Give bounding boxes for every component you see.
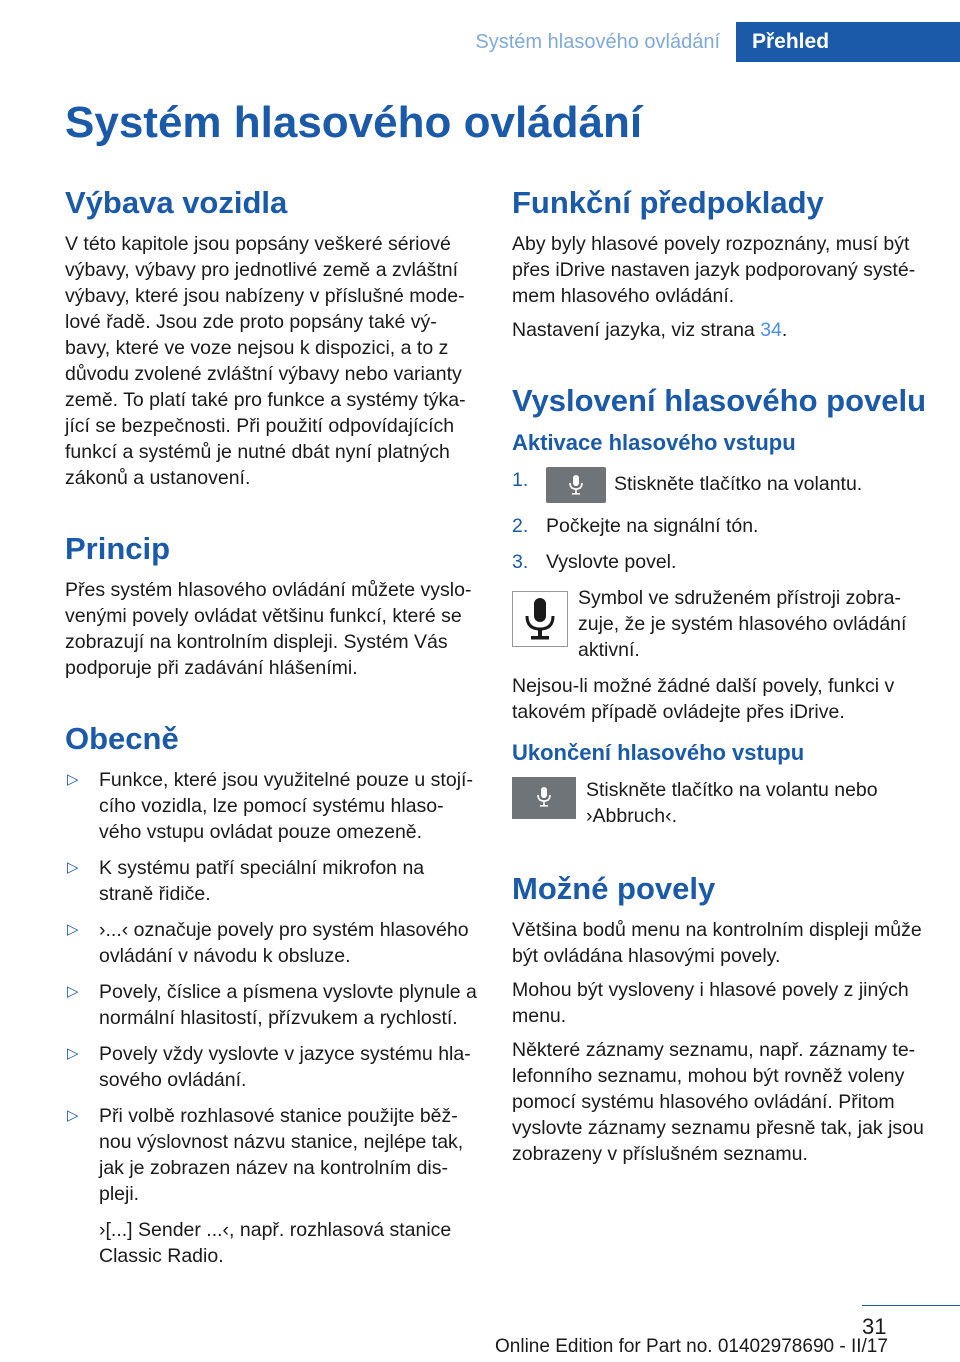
microphone-icon: [569, 475, 583, 495]
mozne-p1: Většina bodů menu na kontrolním displeji může být ovládána hlasovými povely.: [512, 919, 922, 967]
mozne-p3: Některé záznamy seznamu, např. záznamy te‐lefonního seznamu, mohou být rovněž voleny pomocí systému hlasového ovládání. Přitom vyslovte záznamy seznamu přesně tak, jak jsou zobrazeny v příslušném seznamu.: [512, 1039, 924, 1165]
triangle-bullet-icon: ▷: [67, 859, 79, 876]
left-column: [65, 185, 480, 1279]
edition-note: Online Edition for Part no. 01402978690 - II/17: [495, 1336, 888, 1357]
princip-text: Přes systém hlasového ovládání můžete vyslo‐venými povely ovládat většinu funkcí, které se zobrazují na kontrolním displeji. Systém Vás podporuje při zadávání hlášeními.: [65, 579, 472, 679]
steps-list: [512, 467, 932, 575]
triangle-bullet-icon: ▷: [67, 1107, 79, 1124]
predpoklady-text: Aby byly hlasové povely rozpoznány, musí být přes iDrive nastaven jazyk podporovaný systé‐mem hlasového ovládání.: [512, 233, 916, 307]
microphone-symbol: [512, 591, 568, 647]
right-column: [512, 185, 932, 1175]
triangle-bullet-icon: ▷: [67, 921, 79, 938]
list-item: ▷ ›...‹ označuje povely pro systém hlasového ovládání v návodu k obsluze.: [67, 919, 469, 967]
after-text: Nejsou-li možné žádné další povely, funkci v takovém případě ovládejte přes iDrive.: [512, 675, 895, 723]
triangle-bullet-icon: ▷: [67, 1045, 79, 1062]
page-number: 31: [862, 1314, 887, 1339]
list-item: ▷ Funkce, které jsou využitelné pouze u stojí‐cího vozidla, lze pomocí systému hlaso‐vého vstupu ovládat pouze omezeně.: [67, 769, 473, 843]
header-section-title: Systém hlasového ovládání: [475, 31, 720, 53]
heading-predpoklady: Funkční předpoklady: [512, 185, 824, 220]
heading-ukonceni: Ukončení hlasového vstupu: [512, 740, 805, 765]
list-item: ▷ Povely vždy vyslovte v jazyce systému hla‐sového ovládání.: [67, 1043, 471, 1091]
page-link[interactable]: 34: [760, 319, 782, 341]
list-item: ▷ K systému patří speciální mikrofon na straně řidiče.: [67, 857, 425, 905]
heading-aktivace: Aktivace hlasového vstupu: [512, 430, 796, 455]
step-item: 2. Počkejte na signální tón.: [512, 515, 759, 537]
header-tab: Přehled: [736, 22, 960, 62]
footer-rule: [862, 1305, 960, 1306]
microphone-icon: [537, 787, 551, 807]
predpoklady-ref: Nastavení jazyka, viz strana 34.: [512, 319, 788, 341]
triangle-bullet-icon: ▷: [67, 771, 79, 788]
heading-vysloveni: Vyslovení hlasového povelu: [512, 383, 927, 418]
list-item: ▷ Při volbě rozhlasové stanice použijte běž‐nou výslovnost názvu stanice, nejlépe tak, jak je zobrazen název na kontrolním dis‐pleji. ›[...] Sender ...‹, např. rozhlasová stanice Classic Radio.: [65, 1103, 480, 1269]
mozne-p2: Mohou být vysloveny i hlasové povely z jiných menu.: [512, 979, 909, 1027]
heading-princip: Princip: [65, 531, 171, 566]
vybava-text: V této kapitole jsou popsány veškeré sériové výbavy, výbavy pro jednotlivé země a zvláštní výbavy, které jsou nabízeny v příslušné mode‐lové řadě. Jsou zde proto popsány také vý‐bavy, které ve voze nejsou k dispozici, a to z důvodu zvolené zvláštní výbavy nebo varianty země. To platí také pro funkce a systémy týka‐jící se bezpečnosti. Při použití odpovídajících funkcí a systémů je nutné dbát nyní platných zákonů a ustanovení.: [65, 233, 466, 489]
heading-obecne: Obecně: [65, 721, 179, 756]
symbol-note: Symbol ve sdruženém přístroji zobra‐zuje, že je systém hlasového ovládání aktivní.: [512, 585, 932, 663]
voice-button-image: [512, 777, 576, 819]
step-item: 1. Stiskněte tlačítko na volantu.: [512, 467, 932, 503]
page-title: Systém hlasového ovládání: [65, 98, 643, 147]
voice-button-image: [546, 467, 606, 503]
list-item: ▷ Povely, číslice a písmena vyslovte plynule a normální hlasitostí, přízvukem a rychlostí.: [67, 981, 477, 1029]
obecne-list: [65, 767, 480, 1269]
heading-vybava: Výbava vozidla: [65, 185, 288, 220]
triangle-bullet-icon: ▷: [67, 983, 79, 1000]
microphone-icon: [524, 598, 556, 640]
step-item: 3. Vyslovte povel.: [512, 551, 677, 573]
obecne-extra: ›[...] Sender ...‹, např. rozhlasová stanice Classic Radio.: [99, 1219, 452, 1267]
heading-mozne: Možné povely: [512, 871, 716, 906]
end-voice-note: Stiskněte tlačítko na volantu nebo ›Abbruch‹.: [512, 777, 932, 829]
